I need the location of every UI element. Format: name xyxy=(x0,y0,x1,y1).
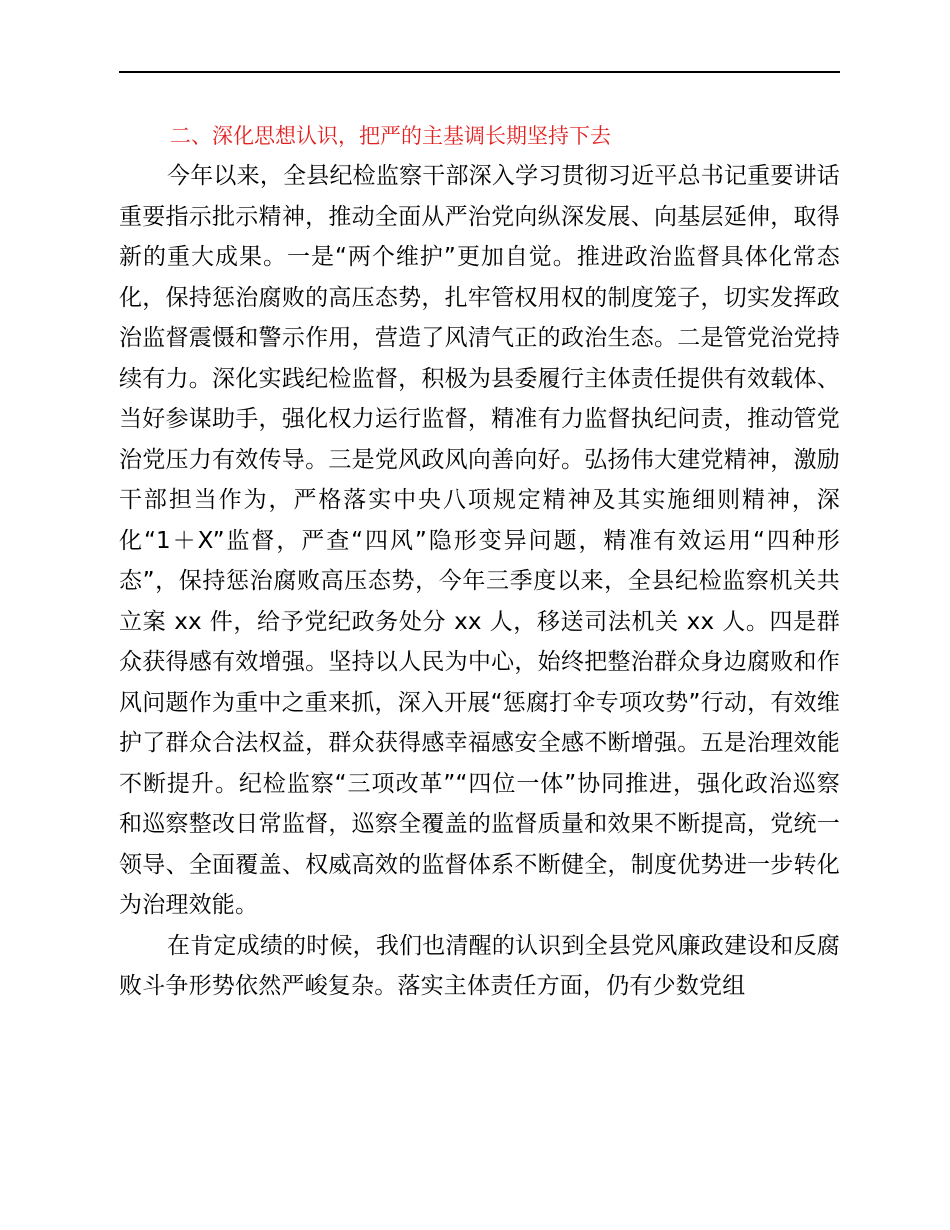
body-paragraph: 今年以来，全县纪检监察干部深入学习贯彻习近平总书记重要讲话重要指示批示精神，推动全面从严治党向纵深发展、向基层延伸，取得新的重大成果。一是“两个维护”更加自觉。推进政治监督具体化常态化，保持惩治腐败的高压态势，扎牢管权用权的制度笼子，切实发挥政治监督震慑和警示作用，营造了风清气正的政治生态。二是管党治党持续有力。深化实践纪检监督，积极为县委履行主体责任提供有效载体、当好参谋助手，强化权力运行监督，精准有力监督执纪问责，推动管党治党压力有效传导。三是党风政风向善向好。弘扬伟大建党精神，激励干部担当作为，严格落实中央八项规定精神及其实施细则精神，深化“1＋X”监督，严查“四风”隐形变异问题，精准有效运用“四种形态”，保持惩治腐败高压态势，今年三季度以来，全县纪检监察机关共立案 xx 件，给予党纪政务处分 xx 人，移送司法机关 xx 人。四是群众获得感有效增强。坚持以人民为中心，始终把整治群众身边腐败和作风问题作为重中之重来抓，深入开展“惩腐打伞专项攻势”行动，有效维护了群众合法权益，群众获得感幸福感安全感不断增强。五是治理效能不断提升。纪检监察“三项改革”“四位一体”协同推进，强化政治巡察和巡察整改日常监督，巡察全覆盖的监督质量和效果不断提高，党统一领导、全面覆盖、权威高效的监督体系不断健全，制度优势进一步转化为治理效能。 xyxy=(119,163,840,918)
section-heading: 二、深化思想认识，把严的主基调长期坚持下去 xyxy=(170,124,611,148)
header-rule xyxy=(119,71,840,73)
body-paragraph: 在肯定成绩的时候，我们也清醒的认识到全县党风廉政建设和反腐败斗争形势依然严峻复杂。落实主体责任方面，仍有少数党组 xyxy=(119,932,840,999)
document-body xyxy=(119,116,840,1007)
